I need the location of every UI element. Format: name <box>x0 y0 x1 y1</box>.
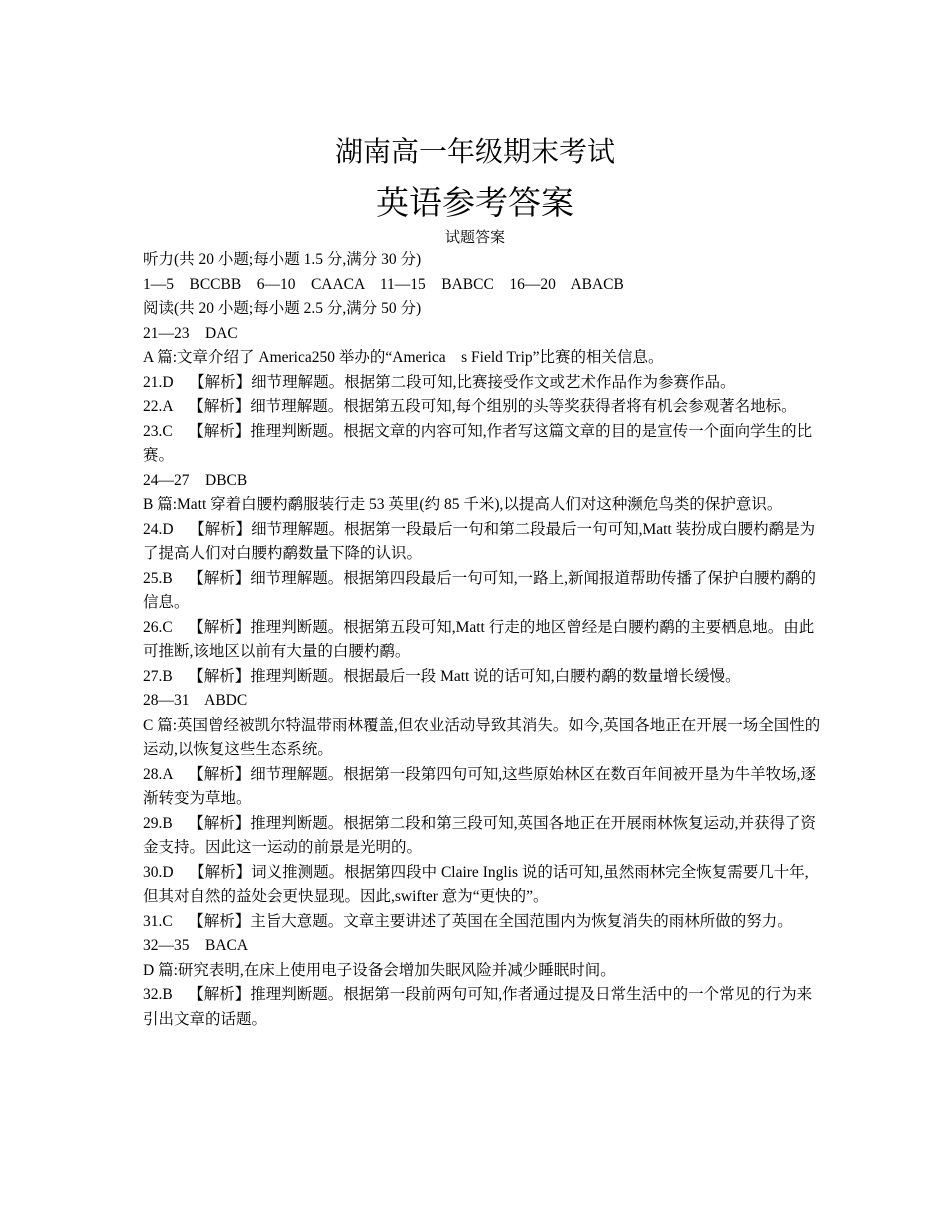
answer-content <box>143 248 823 1032</box>
section-caption: 试题答案 <box>444 228 505 246</box>
answers-28-31: 28—31 ABDC <box>143 692 248 709</box>
answer-key-title: 英语参考答案 <box>376 183 574 222</box>
passage-a-summary: A 篇:文章介绍了 America250 举办的“America s Field Trip”比赛的相关信息。 <box>143 349 664 366</box>
exam-title: 湖南高一年级期末考试 <box>334 135 615 168</box>
passage-c-summary: C 篇:英国曾经被凯尔特温带雨林覆盖,但农业活动导致其消失。如今,英国各地正在开展一场全国性的运动,以恢复这些生态系统。 <box>143 716 821 758</box>
explanation-21: 21.D 【解析】细节理解题。根据第二段可知,比赛接受作文或艺术作品作为参赛作品。 <box>143 373 736 391</box>
explanation-26: 26.C 【解析】推理判断题。根据第五段可知,Matt 行走的地区曾经是白腰杓鹬的主要栖息地。由此可推断,该地区以前有大量的白腰杓鹬。 <box>143 618 815 660</box>
explanation-25: 25.B 【解析】细节理解题。根据第四段最后一句可知,一路上,新闻报道帮助传播了保护白腰杓鹬的信息。 <box>143 569 816 611</box>
reading-section-header: 阅读(共 20 小题;每小题 2.5 分,满分 50 分) <box>143 300 422 317</box>
passage-b-summary: B 篇:Matt 穿着白腰杓鹬服装行走 53 英里(约 85 千米),以提高人们对这种濒危鸟类的保护意识。 <box>143 496 783 513</box>
answers-24-27: 24—27 DBCB <box>143 471 248 489</box>
explanation-32: 32.B 【解析】推理判断题。根据第一段前两句可知,作者通过提及日常生活中的一个常见的行为来引出文章的话题。 <box>143 986 813 1028</box>
listening-answers: 1—5 BCCBB 6—10 CAACA 11—15 BABCC 16—20 ABACB <box>143 275 624 293</box>
passage-d-summary: D 篇:研究表明,在床上使用电子设备会增加失眠风险并减少睡眠时间。 <box>143 961 616 979</box>
answers-32-35: 32—35 BACA <box>143 937 249 954</box>
explanation-24: 24.D 【解析】细节理解题。根据第一段最后一句和第二段最后一句可知,Matt 装扮成白腰杓鹬是为了提高人们对白腰杓鹬数量下降的认识。 <box>143 520 816 562</box>
listening-section-header: 听力(共 20 小题;每小题 1.5 分,满分 30 分) <box>143 251 422 268</box>
explanation-28: 28.A 【解析】细节理解题。根据第一段第四句可知,这些原始林区在数百年间被开垦为牛羊牧场,逐渐转变为草地。 <box>143 765 816 807</box>
explanation-23: 23.C 【解析】推理判断题。根据文章的内容可知,作者写这篇文章的目的是宣传一个面向学生的比赛。 <box>143 422 813 464</box>
explanation-27: 27.B 【解析】推理判断题。根据最后一段 Matt 说的话可知,白腰杓鹬的数量增长缓慢。 <box>143 667 741 685</box>
explanation-31: 31.C 【解析】主旨大意题。文章主要讲述了英国在全国范围内为恢复消失的雨林所做的努力。 <box>143 912 793 930</box>
explanation-29: 29.B 【解析】推理判断题。根据第二段和第三段可知,英国各地正在开展雨林恢复运动,并获得了资金支持。因此这一运动的前景是光明的。 <box>143 814 816 856</box>
explanation-22: 22.A 【解析】细节理解题。根据第五段可知,每个组别的头等奖获得者将有机会参观著名地标。 <box>143 398 797 415</box>
answers-21-23: 21—23 DAC <box>143 324 238 342</box>
explanation-30: 30.D 【解析】词义推测题。根据第四段中 Claire Inglis 说的话可知,虽然雨林完全恢复需要几十年,但其对自然的益处会更快显现。因此,swifter 意为“更快的”。 <box>143 863 809 905</box>
